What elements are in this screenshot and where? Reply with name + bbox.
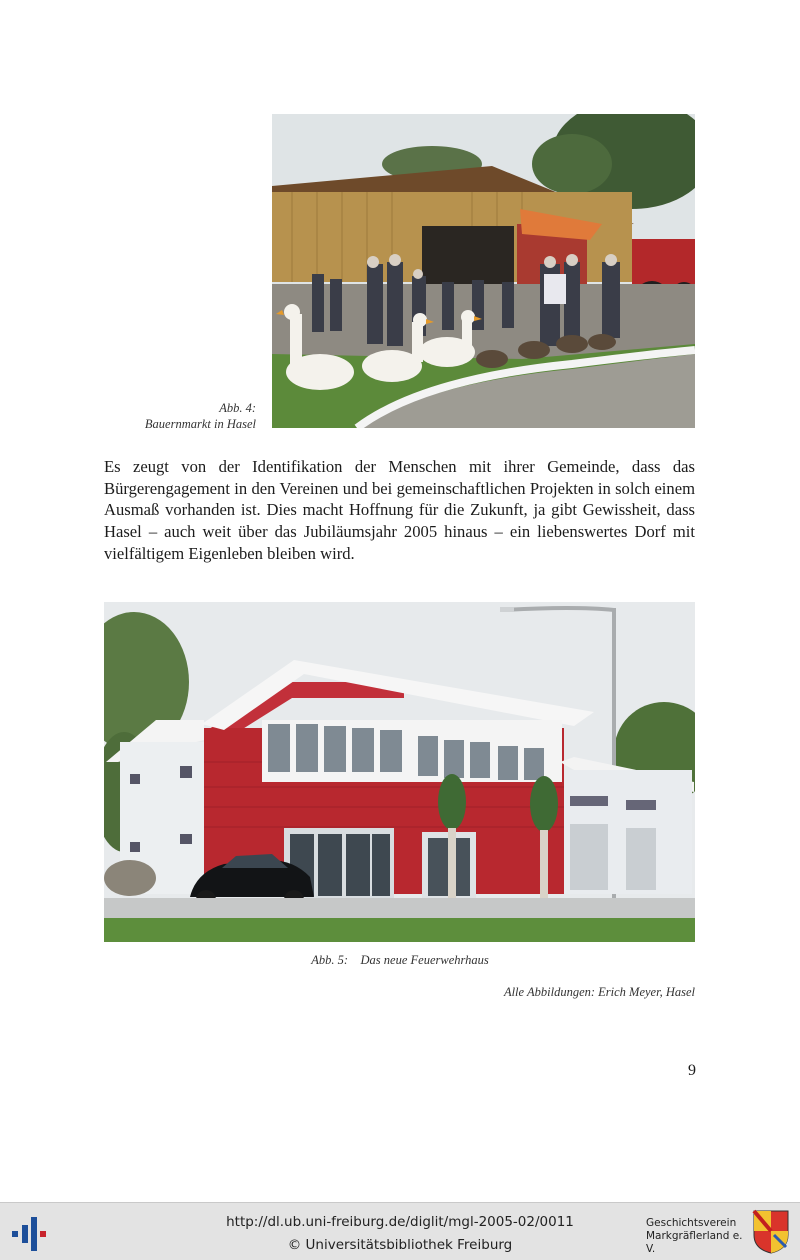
figure-5-caption-text: Das neue Feuerwehrhaus (360, 953, 489, 967)
footer-url-link[interactable]: http://dl.ub.uni-freiburg.de/diglit/mgl-2005-02/0011 (226, 1214, 574, 1230)
body-paragraph: Es zeugt von der Identifikation der Menschen mit ihrer Gemeinde, dass das Bürgerengagement in den Vereinen und bei gemeinschaftlichen Projekten in solch einem Ausmaß vorhanden ist. Dies macht Hoffnung für die Zukunft, ja gibt Gewissheit, dass Hasel – auch weit über das Jubiläumsjahr 2005 hinaus – ein liebenswertes Dorf mit vielfältigem Eigenleben bleiben wird. (104, 457, 695, 563)
photo-credit: Alle Abbildungen: Erich Meyer, Hasel (503, 985, 695, 999)
figure-4-caption-number: Abb. 4: (219, 401, 256, 415)
figure-4-caption-text: Bauernmarkt in Hasel (144, 417, 256, 431)
figure-5-caption (250, 952, 550, 968)
society-name-line1: Geschichtsverein (646, 1217, 737, 1229)
page-number: 9 (688, 1062, 696, 1079)
society-name-line2: Markgräflerland e. V. (646, 1230, 743, 1255)
coat-of-arms-icon[interactable] (752, 1209, 790, 1255)
farmers-market-photo (272, 114, 695, 428)
ub-freiburg-logo-icon[interactable] (10, 1213, 52, 1253)
footer-bar (0, 1202, 800, 1260)
figure-5-caption-number: Abb. 5: (311, 953, 349, 967)
fire-station-photo (104, 602, 695, 942)
society-name[interactable] (646, 1217, 750, 1256)
footer-copyright: © Universitätsbibliothek Freiburg (287, 1237, 513, 1253)
figure-4-caption (100, 400, 256, 432)
